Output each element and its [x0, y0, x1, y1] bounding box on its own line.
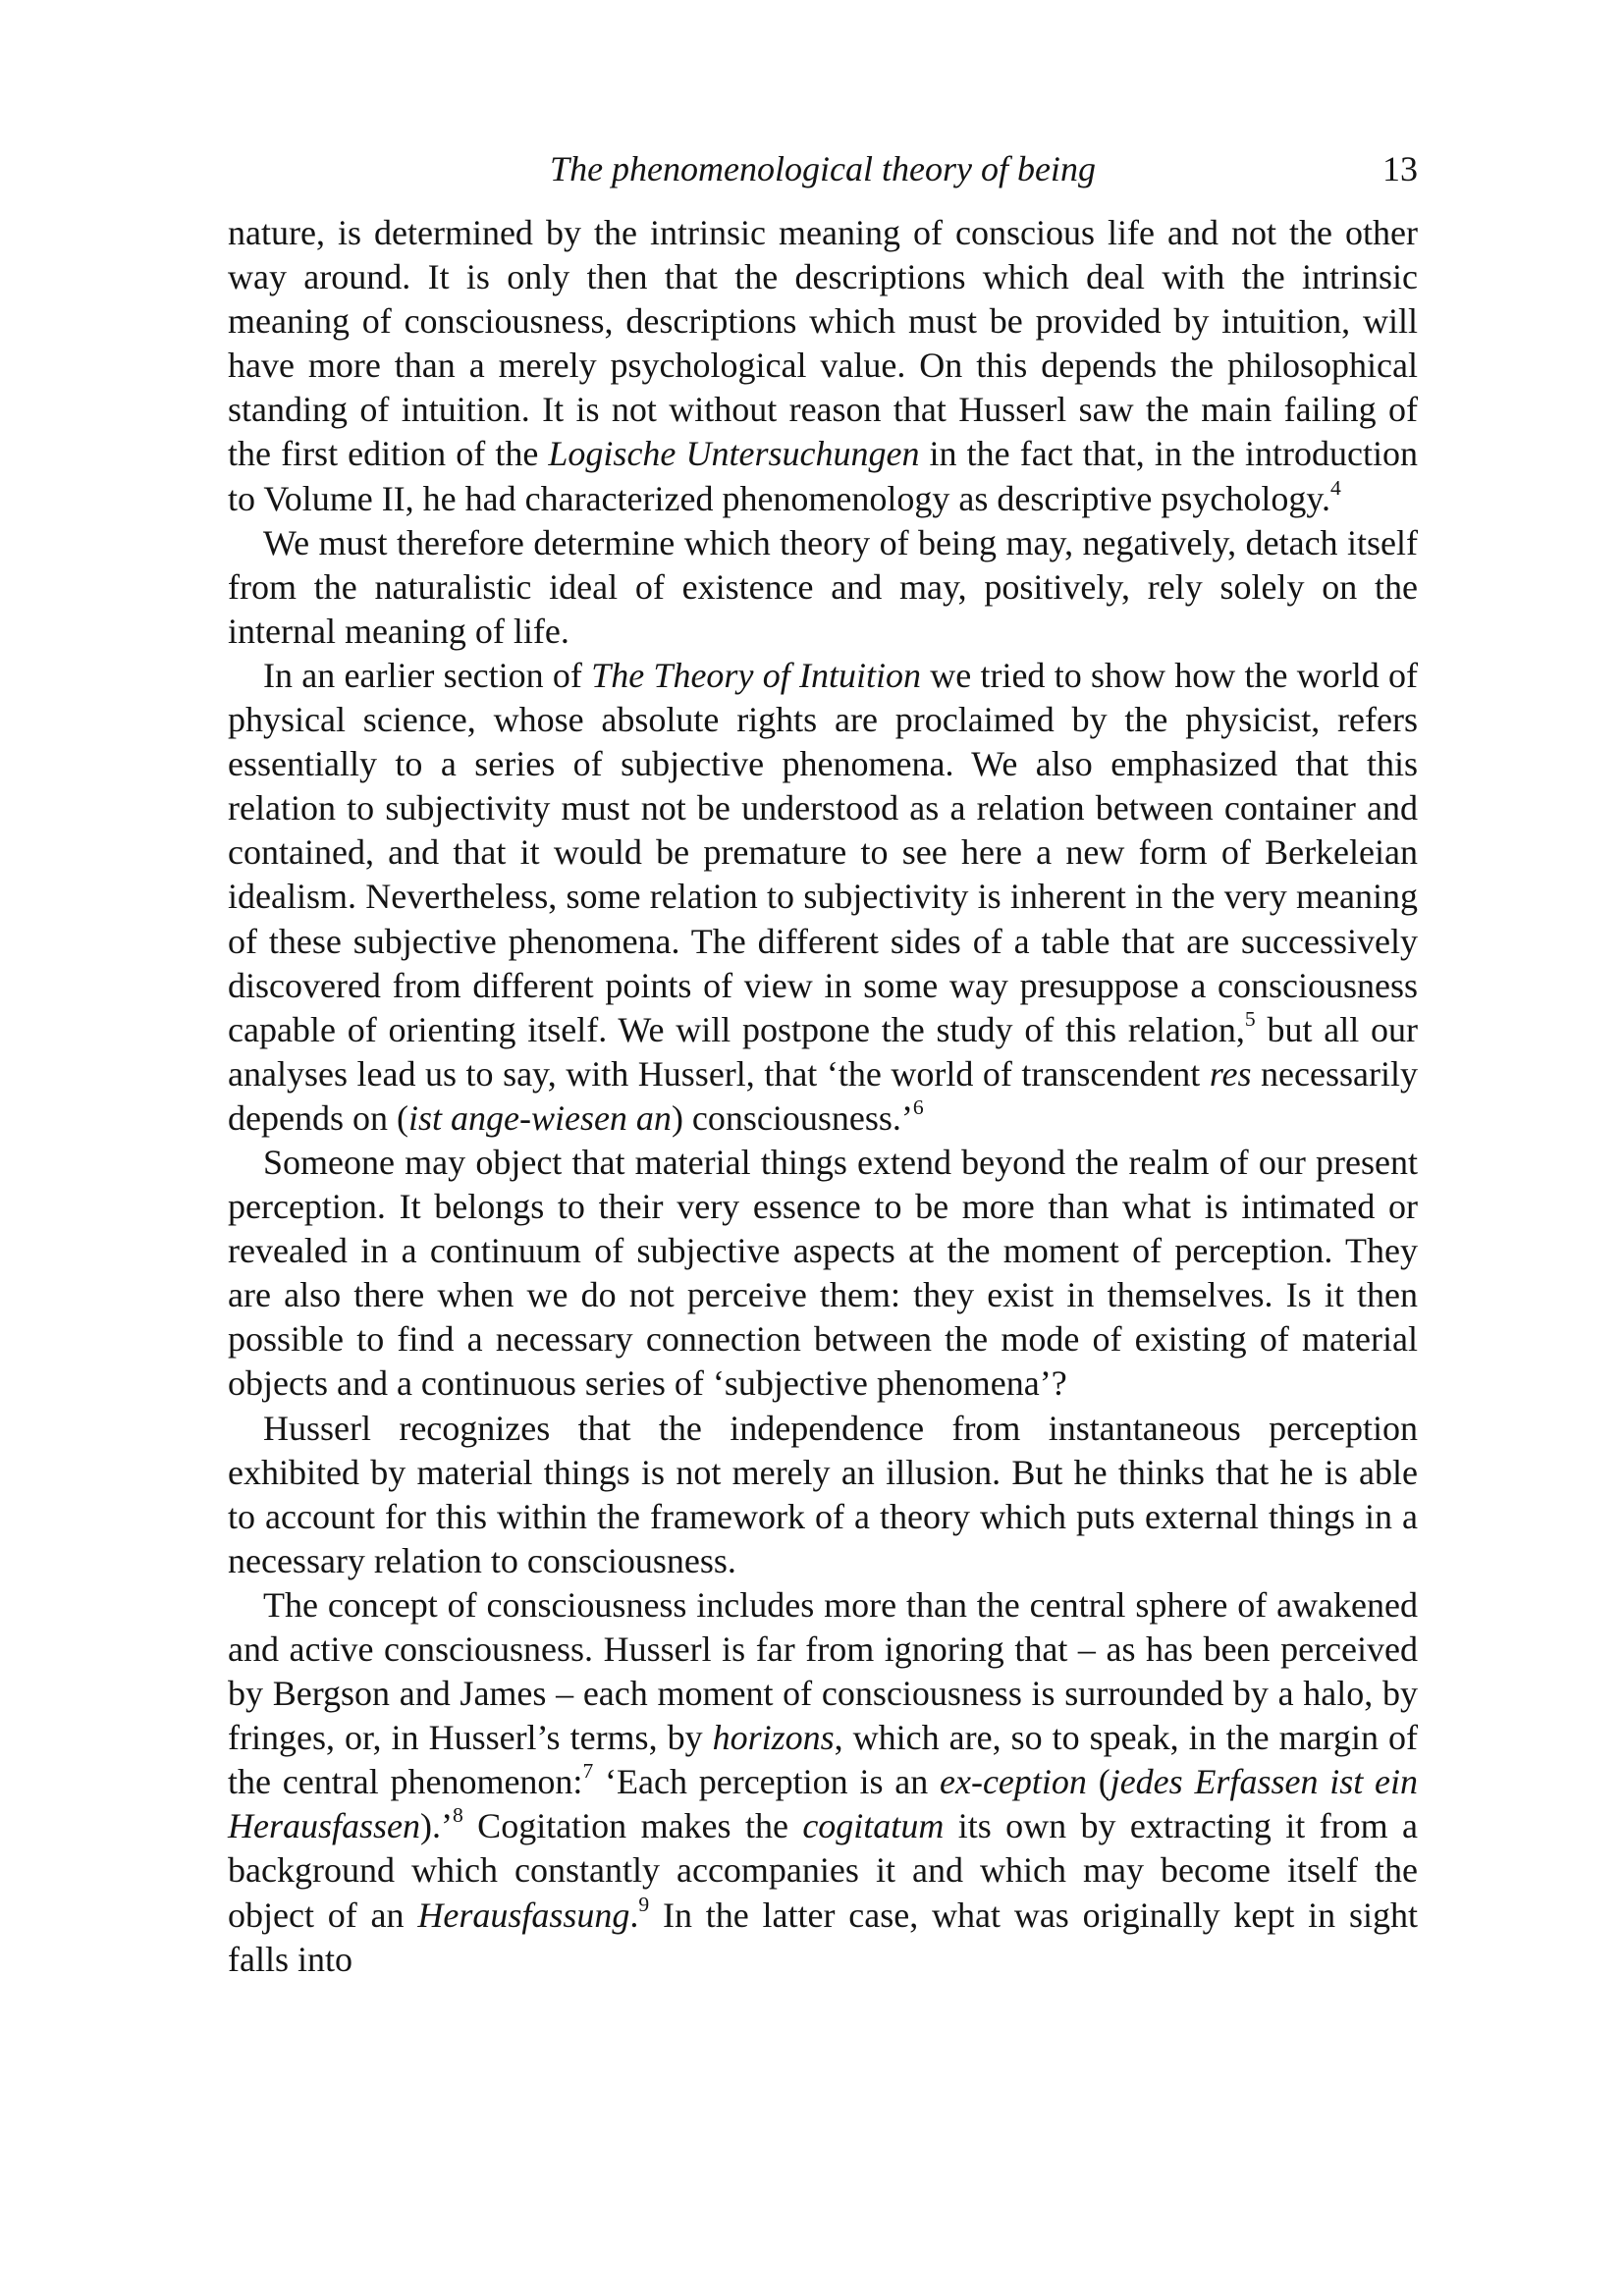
footnote-marker: 8	[452, 1803, 463, 1828]
text-span: necessarily depends on (	[228, 1053, 1418, 1138]
italic-span: Herausfassung	[417, 1895, 630, 1935]
paragraph	[228, 211, 1418, 521]
running-title: The phenomenological theory of being	[550, 149, 1096, 188]
text-span: The concept of consciousness includes more than the central sphere of awakened and active consciousness. Husserl is far from ignoring that – as has been perceived by Bergson and James – each moment of consciousness is surrounded by a halo, by fringes, or, in Husserl’s terms, by	[228, 1584, 1418, 1758]
text-span: .	[629, 1895, 639, 1935]
paragraph	[228, 654, 1418, 1141]
text-span: its own by extracting it from a background which constantly accompanies it and which may become itself the object of an	[228, 1806, 1418, 1935]
italic-span: ex-ception	[940, 1762, 1087, 1802]
footnote-marker: 6	[912, 1095, 924, 1119]
italic-span: jedes Erfassen ist ein Herausfassen	[228, 1762, 1418, 1846]
text-span: we tried to show how the world of physical science, whose absolute rights are proclaimed by the physicist, refers essentially to a series of subjective phenomena. We also emphasized that this relation to subjectivity must not be understood as a relation between container and contained, and that it would be premature to see here a new form of Berkeleian idealism. Nevertheless, some relation to subjectivity is inherent in the very meaning of these subjective phenomena. The different sides of a table that are successively discovered from different points of view in some way presuppose a consciousness capable of orienting itself. We will postpone the study of this relation,	[228, 655, 1418, 1049]
paragraph	[228, 1407, 1418, 1583]
text-span: , which are, so to speak, in the margin of the central phenomenon:	[228, 1718, 1418, 1802]
text-span: in the fact that, in the introduction to Volume II, he had characterized phenomenology as descriptive psychology.	[228, 434, 1418, 518]
text-span: ‘Each perception is an	[593, 1762, 940, 1802]
text-span: In the latter case, what was originally kept in sight falls into	[228, 1895, 1418, 1979]
italic-span: ist ange-wiesen an	[407, 1097, 672, 1138]
footnote-marker: 7	[582, 1759, 594, 1784]
text-span: nature, is determined by the intrinsic meaning of conscious life and not the other way around. It is only then that the descriptions which deal with the intrinsic meaning of consciousness, descriptions which must be provided by intuition, will have more than a merely psychological value. On this depends the philosophical standing of intuition. It is not without reason that Husserl saw the main failing of the first edition of the	[228, 213, 1418, 474]
text-span: In an earlier section of	[263, 655, 592, 695]
italic-span: cogitatum	[802, 1806, 945, 1846]
text-span: ) consciousness.’	[671, 1097, 913, 1138]
italic-span: res	[1209, 1053, 1252, 1094]
footnote-marker: 5	[1244, 1006, 1256, 1031]
text-span: Husserl recognizes that the independence from instantaneous perception exhibited by material things is not merely an illusion. But he thinks that he is able to account for this within the framework of a theory which puts external things in a necessary relation to consciousness.	[228, 1408, 1418, 1580]
body-text	[228, 211, 1418, 1982]
paragraph	[228, 521, 1418, 654]
book-page	[228, 147, 1418, 1982]
text-span: We must therefore determine which theory of being may, negatively, detach itself from the naturalistic ideal of existence and may, positively, rely solely on the internal meaning of life.	[228, 522, 1418, 651]
page-number: 13	[1382, 149, 1418, 188]
text-span: Cogitation makes the	[462, 1806, 803, 1846]
running-head	[228, 147, 1418, 191]
italic-span: The Theory of Intuition	[591, 655, 921, 695]
text-span: but all our analyses lead us to say, with Husserl, that ‘the world of transcendent	[228, 1009, 1418, 1094]
text-span: ).’	[420, 1806, 453, 1846]
paragraph	[228, 1583, 1418, 1982]
paragraph	[228, 1141, 1418, 1407]
text-span: Someone may object that material things extend beyond the realm of our present perception. It belongs to their very essence to be more than what is intimated or revealed in a continuum of subjective aspects at the moment of perception. They are also there when we do not perceive them: they exist in themselves. Is it then possible to find a necessary connection between the mode of existing of material objects and a continuous series of ‘subjective phenomena’?	[228, 1142, 1418, 1404]
text-span: (	[1086, 1762, 1110, 1802]
footnote-marker: 4	[1330, 475, 1341, 500]
italic-span: horizons	[712, 1718, 835, 1758]
italic-span: Logische Untersuchungen	[548, 434, 920, 474]
footnote-marker: 9	[638, 1892, 650, 1916]
